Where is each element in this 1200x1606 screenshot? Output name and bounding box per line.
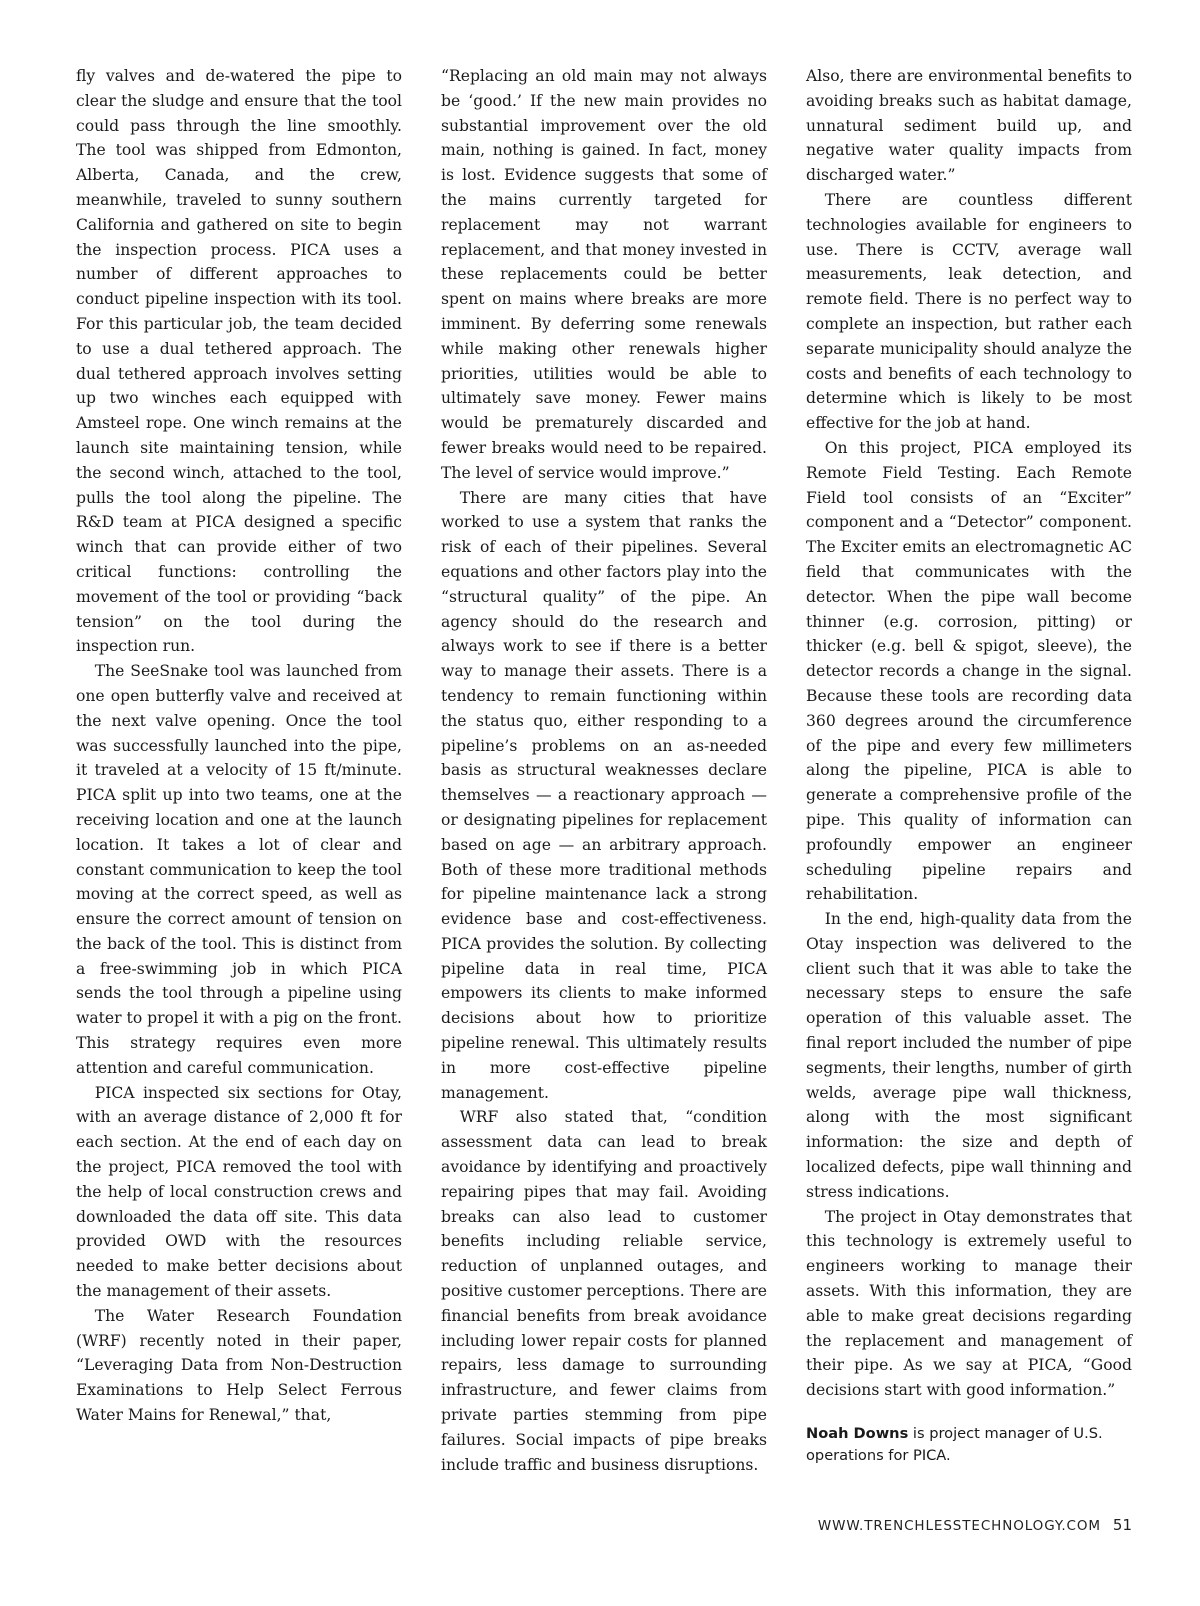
paragraph: The project in Otay demonstrates that this technology is extremely useful to engineers working to manage their assets. With this information, they are able to make great decisions regarding the replacement and management of their pipe. As we say at PICA, “Good decisions start with good information.” [806,1207,1132,1400]
paragraph: fly valves and de-watered the pipe to clear the sludge and ensure that the tool could pass through the line smoothly. The tool was shipped from Edmonton, Alberta, Canada, and the crew, meanwhile, traveled to sunny southern California and gathered on site to begin the inspection process. PICA uses a number of different approaches to conduct pipeline inspection with its tool. For this particular job, the team decided to use a dual tethered approach. The dual tethered approach involves setting up two winches each equipped with Amsteel rope. One winch remains at the launch site maintaining tension, while the second winch, attached to the tool, pulls the tool along the pipeline. The R&D team at PICA designed a specific winch that can provide either of two critical functions: controlling the movement of the tool or providing “back tension” on the tool during the inspection run. [76,67,402,656]
author-bio [806,1423,1132,1467]
paragraph: Also, there are environmental benefits to avoiding breaks such as habitat damage, unnatural sediment build up, and negative water quality impacts from discharged water.” [806,67,1132,185]
paragraph: The SeeSnake tool was launched from one open butterfly valve and received at the next valve opening. Once the tool was successfully launched into the pipe, it traveled at a velocity of 15 ft/minute. PICA split up into two teams, one at the receiving location and one at the launch location. It takes a lot of clear and constant communication to keep the tool moving at the correct speed, as well as ensure the correct amount of tension on the back of the tool. This is distinct from a free-swimming job in which PICA sends the tool through a pipeline using water to propel it with a pig on the front. This strategy requires even more attention and careful communication. [76,662,402,1077]
paragraph: There are countless different technologies available for engineers to use. There is CCTV, average wall measurements, leak detection, and remote field. There is no perfect way to complete an inspection, but rather each separate municipality should analyze the costs and benefits of each technology to determine which is likely to be most effective for the job at hand. [806,190,1132,433]
author-name: Noah Downs [806,1425,909,1443]
paragraph: In the end, high-quality data from the Otay inspection was delivered to the client such that it was able to take the necessary steps to ensure the safe operation of this valuable asset. The final report included the number of pipe segments, their lengths, number of girth welds, average pipe wall thickness, along with the most significant information: the size and depth of localized defects, pipe wall thinning and stress indications. [806,910,1132,1201]
column-3 [806,64,1132,1477]
column-2 [441,64,767,1477]
paragraph: There are many cities that have worked to use a system that ranks the risk of each of their pipelines. Several equations and other factors play into the “structural quality” of the pipe. An agency should do the research and always work to see if there is a better way to manage their assets. There is a tendency to remain functioning within the status quo, either responding to a pipeline’s problems on an as-needed basis as structural weaknesses declare themselves — a reactionary approach — or designating pipelines for replacement based on age — an arbitrary approach. Both of these more traditional methods for pipeline maintenance lack a strong evidence base and cost-effectiveness. PICA provides the solution. By collecting pipeline data in real time, PICA empowers its clients to make informed decisions about how to prioritize pipeline renewal. This ultimately results in more cost-effective pipeline management. [441,488,767,1102]
author-bio-text: is project manager of U.S. operations for PICA. [806,1425,1103,1465]
paragraph: PICA inspected six sections for Otay, with an average distance of 2,000 ft for each section. At the end of each day on the project, PICA removed the tool with the help of local construction crews and downloaded the data off site. This data provided OWD with the resources needed to make better decisions about the management of their assets. [76,1083,402,1301]
column-1 [76,64,402,1477]
paragraph: “Replacing an old main may not always be ‘good.’ If the new main provides no substantial improvement over the old main, nothing is gained. In fact, money is lost. Evidence suggests that some of the mains currently targeted for replacement may not warrant replacement, and that money invested in these replacements could be better spent on mains where breaks are more imminent. By deferring some renewals while making other renewals higher priorities, utilities would be able to ultimately save money. Fewer mains would be prematurely discarded and fewer breaks would need to be repaired. The level of service would improve.” [441,67,767,482]
website-url: WWW.TRENCHLESSTECHNOLOGY.COM [817,1518,1101,1534]
page-footer [778,1516,1132,1534]
article-body [76,64,1132,1477]
paragraph: WRF also stated that, “condition assessment data can lead to break avoidance by identifying and proactively repairing pipes that may fail. Avoiding breaks can also lead to customer benefits including reliable service, reduction of unplanned outages, and positive customer perceptions. There are financial benefits from break avoidance including lower repair costs for planned repairs, less damage to surrounding infrastructure, and fewer claims from private parties stemming from pipe failures. Social impacts of pipe breaks include traffic and business disruptions. [441,1108,767,1474]
paragraph: On this project, PICA employed its Remote Field Testing. Each Remote Field tool consists of an “Exciter” component and a “Detector” component. The Exciter emits an electromagnetic AC field that communicates with the detector. When the pipe wall become thinner (e.g. corrosion, pitting) or thicker (e.g. bell & spigot, sleeve), the detector records a change in the signal. Because these tools are recording data 360 degrees around the circumference of the pipe and every few millimeters along the pipeline, PICA is able to generate a comprehensive profile of the pipe. This quality of information can profoundly empower an engineer scheduling pipeline repairs and rehabilitation. [806,438,1132,904]
paragraph: The Water Research Foundation (WRF) recently noted in their paper, “Leveraging Data from Non-Destruction Examinations to Help Select Ferrous Water Mains for Renewal,” that, [76,1306,402,1425]
page-number: 51 [1112,1516,1132,1534]
